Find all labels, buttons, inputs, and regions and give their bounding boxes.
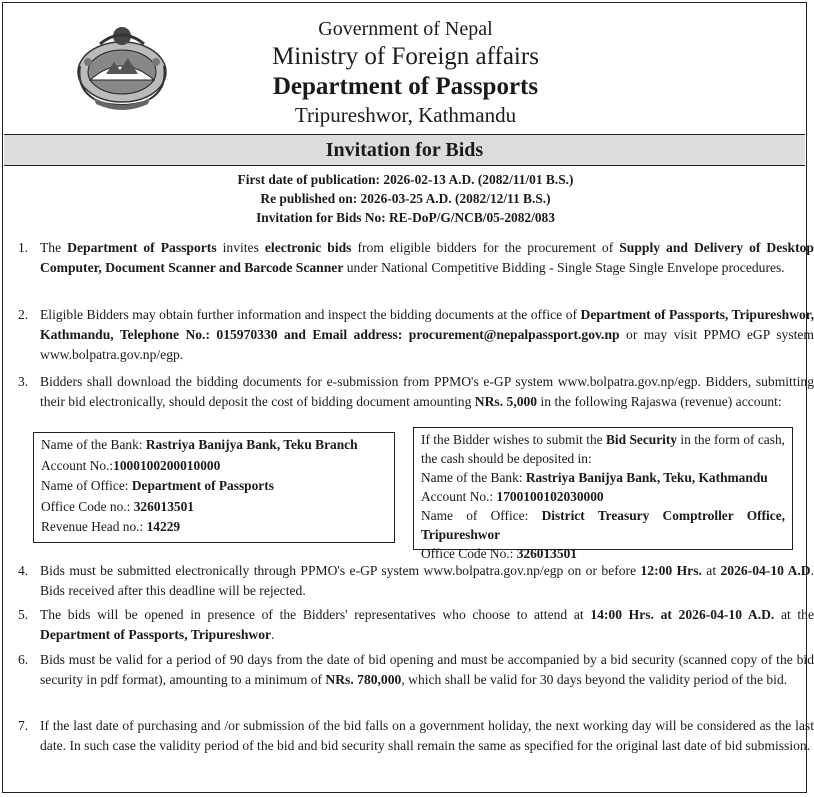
item-text-run: 2026-04-10 A.D <box>720 563 811 578</box>
revenue-office-value: Department of Passports <box>131 478 274 493</box>
revenue-code-value: 326013501 <box>133 498 194 514</box>
department-heading: Department of Passports <box>272 73 539 100</box>
item-text <box>40 605 814 645</box>
item-text-run: The bids will be opened in presence of the Bidders' representatives who choose to attend at <box>40 607 591 622</box>
publication-first-date <box>0 170 811 189</box>
revenue-head-line <box>41 517 387 538</box>
security-bank-value: Rastriya Banijya Bank, Teku, Kathmandu <box>525 470 768 485</box>
item-text-run: NRs. 5,000 <box>474 394 538 409</box>
item-text <box>40 650 814 690</box>
item-text-run: . Bids received after this deadline will be rejected. <box>40 563 814 598</box>
revenue-bank-line <box>41 435 387 456</box>
item-text-run: Bidders shall download the bidding documents for e-submission from PPMO's e-GP system www.bolpatra.gov.np/egp. Bidders, submitting their bid electronically, should deposit the cost of bidding document amounting <box>40 374 814 409</box>
revenue-head-label: Revenue Head no.: <box>41 519 147 534</box>
revenue-head-value: 14229 <box>146 519 181 534</box>
item-text <box>40 716 814 756</box>
item-number: 4. <box>18 563 29 578</box>
item-text-run: 12:00 Hrs. <box>640 563 702 578</box>
item-text-run: 14:00 Hrs. at 2026-04-10 A.D. <box>590 607 775 622</box>
revenue-office-line <box>41 476 387 497</box>
security-intro-1: If the Bidder wishes to submit the <box>421 432 606 447</box>
item-text <box>40 561 814 601</box>
security-intro-2: in the form of cash, the cash should be deposited in: <box>421 432 786 466</box>
security-code-label: Office Code No.: <box>421 546 517 561</box>
revenue-code-label: Office Code no.: <box>41 498 134 514</box>
publication-republished-value: 2026-03-25 A.D. (2082/12/11 B.S.) <box>360 191 551 206</box>
revenue-account-box <box>33 432 395 543</box>
item-text-run: Bids must be valid for a period of 90 days from the date of bid opening and must be accompanied by a bid security (scanned copy of the bid security in pdf format), amounting to a minimum of <box>40 652 814 687</box>
revenue-office-label: Name of Office: <box>41 478 132 493</box>
item-text-run: . <box>271 627 275 642</box>
item-text-run: Department of Passports, Tripureshwor, Kathmandu, Telephone No.: 015970330 and Email address: procurement@nepalpassport.gov.np <box>40 307 814 342</box>
item-text-run: Eligible Bidders may obtain further information and inspect the bidding documents at the office of <box>40 307 581 322</box>
bid-security-box <box>413 427 793 561</box>
security-account-line <box>421 487 785 506</box>
publication-republished-date <box>0 189 811 208</box>
government-heading: Government of Nepal <box>318 18 493 40</box>
security-bank-label: Name of the Bank: <box>421 470 526 485</box>
item-text-run: Supply and Delivery of Desktop Computer, Document Scanner and Barcode Scanner <box>40 240 814 275</box>
item-text-run: Bids must be submitted electronically through PPMO's e-GP system www.bolpatra.gov.np/egp on or before <box>40 563 641 578</box>
security-office-value: District Treasury Comptroller Office, Tripureshwor <box>421 508 785 542</box>
item-number: 5. <box>18 607 29 622</box>
item-text-run: If the last date of purchasing and /or submission of the bid falls on a government holiday, the next working day will be considered as the last date. In such case the validity period of the bid and bid security shall remain the same as specified for the original last date of bid submission. <box>40 718 814 753</box>
ifb-number <box>0 208 811 227</box>
revenue-account-label: Account No.: <box>41 457 114 473</box>
security-office-line <box>421 506 785 544</box>
security-bank-line <box>421 468 785 487</box>
item-number: 3. <box>18 374 29 389</box>
item-text-run: at the <box>774 607 814 622</box>
location-heading: Tripureshwor, Kathmandu <box>294 103 517 127</box>
security-account-label: Account No.: <box>421 489 497 504</box>
publication-republished-label: Re published on: <box>260 191 358 206</box>
item-text-run: at <box>701 563 721 578</box>
item-text-run: in the following Rajaswa (revenue) account: <box>537 394 782 409</box>
item-text <box>40 305 814 365</box>
item-text-run: NRs. 780,000 <box>325 672 402 687</box>
revenue-code-line <box>41 497 387 518</box>
item-text-run: electronic bids <box>264 240 352 255</box>
item-text-run: from eligible bidders for the procurement of <box>351 240 620 255</box>
item-text <box>40 238 814 278</box>
item-text-run: or may visit PPMO eGP system www.bolpatra.gov.np/egp. <box>40 327 814 362</box>
security-intro <box>421 430 785 468</box>
publication-first-value: 2026-02-13 A.D. (2082/11/01 B.S.) <box>383 172 574 187</box>
security-intro-bold: Bid Security <box>605 432 678 447</box>
item-text-run: Department of Passports, Tripureshwor <box>40 627 272 642</box>
revenue-account-line <box>41 456 387 477</box>
publication-first-label: First date of publication: <box>237 172 381 187</box>
item-text-run: , which shall be valid for 30 days beyond the validity period of the bid. <box>401 672 788 687</box>
item-number: 7. <box>18 718 29 733</box>
revenue-bank-value: Rastriya Banijya Bank, Teku Branch <box>145 437 358 452</box>
revenue-account-value: 1000100200010000 <box>113 457 221 473</box>
item-text-run: under National Competitive Bidding - Single Stage Single Envelope procedures. <box>343 260 785 275</box>
security-office-label: Name of Office: <box>421 508 542 523</box>
ministry-heading: Ministry of Foreign affairs <box>272 43 539 70</box>
ifb-value: RE-DoP/G/NCB/05-2082/083 <box>389 210 555 225</box>
security-account-value: 1700100102030000 <box>496 489 604 504</box>
item-number: 2. <box>18 307 29 322</box>
item-number: 1. <box>18 240 29 255</box>
revenue-bank-label: Name of the Bank: <box>41 437 146 452</box>
ifb-label: Invitation for Bids No: <box>256 210 386 225</box>
security-code-value: 326013501 <box>516 546 577 561</box>
item-text-run: The <box>40 240 68 255</box>
item-text-run: invites <box>216 240 265 255</box>
item-text <box>40 372 814 412</box>
page-title: Invitation for Bids <box>4 134 805 166</box>
item-text-run: Department of Passports <box>67 240 217 255</box>
item-number: 6. <box>18 652 29 667</box>
